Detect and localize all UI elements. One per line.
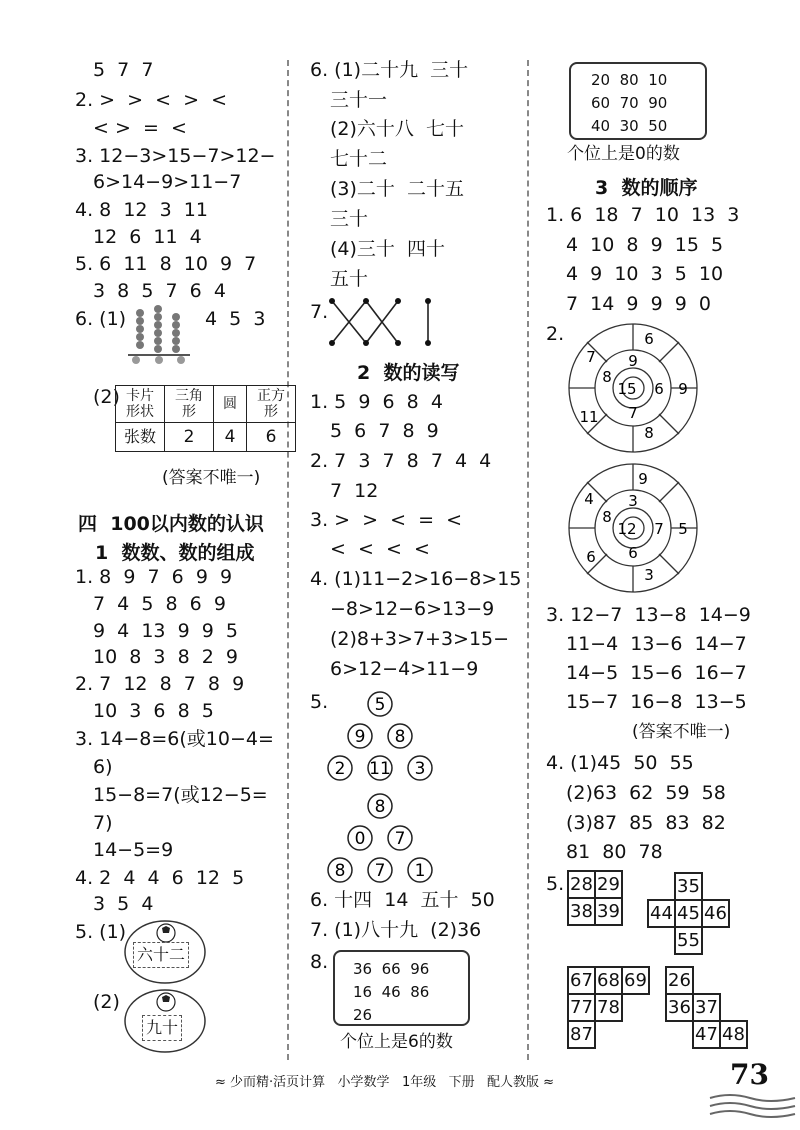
abacus-icon (128, 303, 190, 365)
answer-line: 7) (93, 812, 113, 834)
triangle-number: 1 (414, 861, 426, 881)
grid-cell: 46 (702, 900, 729, 927)
wheel-center: 15 (617, 380, 637, 398)
answer-line: 4. (1)11−2>16−8>15 (310, 568, 522, 590)
table-header: 正方形 (247, 386, 296, 423)
wheel-number: 6 (654, 380, 664, 398)
answer-line: 三十一 (330, 89, 388, 111)
answer-line: 8. (310, 951, 329, 973)
answer-line: (2)63 62 59 58 (566, 782, 726, 804)
table-row-label: 张数 (116, 423, 165, 452)
table-header: 三角形 (165, 386, 214, 423)
answer-line: 6) (93, 756, 113, 778)
answer-line: 4. 8 12 3 11 (75, 199, 208, 221)
number-wheel-2 (565, 460, 701, 596)
answer-line: 15−8=7(或12−5= (93, 784, 268, 806)
wheel-number: 6 (586, 548, 596, 566)
grid-cell: 47 (693, 1021, 720, 1048)
answer-line: 6. 十四 14 五十 50 (310, 889, 495, 911)
table-cell: 6 (247, 423, 296, 452)
answer-line: 4 10 8 9 15 5 (566, 234, 724, 256)
answer-line: 7 4 5 8 6 9 (93, 593, 226, 615)
number-box-6 (333, 950, 470, 1026)
answer-line: 1. 5 9 6 8 4 (310, 391, 443, 413)
triangle-number: 7 (374, 861, 386, 881)
triangle-number: 7 (394, 829, 406, 849)
answer-line: 4. 2 4 4 6 12 5 (75, 867, 245, 889)
answer-line: 5. (546, 873, 565, 895)
answer-line: 3. 12−3>15−7>12− (75, 145, 276, 167)
number-grid-b (647, 872, 730, 955)
wheel-number: 9 (638, 470, 648, 488)
answer-line: 5. 6 11 8 10 9 7 (75, 253, 257, 275)
footer-text: ≈ 少而精·活页计算 小学数学 1年级 下册 配人教版 ≈ (215, 1075, 555, 1090)
triangle-number: 0 (354, 829, 366, 849)
answer-line: 4. (1)45 50 55 (546, 752, 694, 774)
answer-line: −8>12−6>13−9 (330, 598, 495, 620)
wheel-number: 7 (586, 348, 596, 366)
answer-line: 6>14−9>11−7 (93, 171, 242, 193)
box-caption: 个位上是0的数 (567, 144, 680, 164)
table-cell: 2 (165, 423, 214, 452)
grid-cell: 28 (568, 871, 595, 898)
answer-line: 5 6 7 8 9 (330, 420, 439, 442)
answer-line: (3)二十 二十五 (330, 178, 464, 200)
number-grid-a (567, 870, 623, 926)
subsection-title: 3 数的顺序 (595, 177, 698, 199)
answer-line: 14−5=9 (93, 839, 174, 861)
wheel-number: 6 (628, 544, 638, 562)
box-row: 16 46 86 (353, 983, 430, 1001)
answer-line: 7. (310, 301, 329, 323)
wheel-number: 7 (628, 404, 638, 422)
answer-line: 7. (1)八十九 (2)36 (310, 919, 482, 941)
answer-line: < < < < (330, 538, 430, 560)
answer-line: 5. (1) (75, 921, 127, 943)
page-number: 73 (730, 1058, 769, 1091)
answer-line: 81 80 78 (566, 841, 663, 863)
triangle-number: 11 (369, 759, 391, 779)
answer-line: 五十 (330, 268, 369, 290)
triangle-number: 8 (394, 727, 406, 747)
answer-line: 4 5 3 (205, 308, 266, 330)
wheel-number: 9 (678, 380, 688, 398)
box-row: 20 80 10 (591, 71, 668, 89)
wheel-number: 4 (584, 490, 594, 508)
note-text: (答案不唯一) (162, 468, 261, 488)
answer-line: (2) (93, 386, 120, 408)
wheel-number: 9 (628, 352, 638, 370)
number-triangle-1 (320, 686, 440, 786)
note-text: (答案不唯一) (632, 722, 731, 742)
ball-label: 六十二 (133, 942, 189, 968)
grid-cell: 26 (666, 967, 693, 994)
answer-line: 七十二 (330, 148, 388, 170)
answer-line: 2. 7 3 7 8 7 4 4 (310, 450, 492, 472)
grid-cell: 38 (568, 898, 595, 925)
answer-line: 1. 6 18 7 10 13 3 (546, 204, 740, 226)
answer-line: 3 8 5 7 6 4 (93, 280, 226, 302)
grid-cell: 48 (720, 1021, 747, 1048)
answer-line: (2)六十八 七十 (330, 118, 464, 140)
table-header: 卡片形状 (116, 386, 165, 423)
grid-cell: 69 (622, 967, 649, 994)
wheel-number: 3 (644, 566, 654, 584)
answer-line: 3 5 4 (93, 893, 154, 915)
wheel-number: 8 (602, 368, 612, 386)
grid-cell: 78 (595, 994, 622, 1021)
grid-cell: 39 (595, 898, 622, 925)
column-divider-1 (287, 60, 289, 1060)
triangle-number: 9 (354, 727, 366, 747)
wheel-number: 6 (644, 330, 654, 348)
grid-cell: 35 (675, 873, 702, 900)
grid-cell: 87 (568, 1021, 595, 1048)
card-shape-table (115, 385, 296, 452)
triangle-number: 2 (334, 759, 346, 779)
box-caption: 个位上是6的数 (340, 1032, 453, 1052)
triangle-number: 8 (374, 797, 386, 817)
wheel-number: 5 (678, 520, 688, 538)
answer-line: 15−7 16−8 13−5 (566, 691, 747, 713)
answer-line: (2) (93, 991, 120, 1013)
answer-line: 三十 (330, 208, 369, 230)
answer-line: (4)三十 四十 (330, 238, 445, 260)
answer-line: (3)87 85 83 82 (566, 812, 726, 834)
section-title: 四 100以内数的认识 (78, 513, 264, 535)
grid-cell: 44 (648, 900, 675, 927)
answer-line: 6. (1) (75, 308, 127, 330)
answer-line: 4 9 10 3 5 10 (566, 263, 724, 285)
answer-line: 5 7 7 (93, 59, 154, 81)
table-cell: 4 (214, 423, 247, 452)
wheel-center: 12 (617, 520, 637, 538)
answer-line: 2. 7 12 8 7 8 9 (75, 673, 245, 695)
grid-cell: 68 (595, 967, 622, 994)
wheel-number: 11 (579, 408, 599, 426)
answer-line: 2. (546, 323, 565, 345)
box-row: 40 30 50 (591, 117, 668, 135)
number-box-0 (569, 62, 707, 140)
grid-cell: 67 (568, 967, 595, 994)
grid-cell: 37 (693, 994, 720, 1021)
answer-line: 10 3 6 8 5 (93, 700, 214, 722)
grid-cell: 77 (568, 994, 595, 1021)
answer-line: 12 6 11 4 (93, 226, 202, 248)
wheel-number: 7 (654, 520, 664, 538)
wheel-number: 8 (602, 508, 612, 526)
triangle-number: 5 (374, 695, 386, 715)
answer-line: 2. > > < > < (75, 89, 228, 111)
answer-line: 14−5 15−6 16−7 (566, 662, 747, 684)
answer-line: 7 12 (330, 480, 379, 502)
ball-label: 九十 (142, 1015, 182, 1041)
answer-line: 3. 12−7 13−8 14−9 (546, 604, 751, 626)
subsection-title: 1 数数、数的组成 (95, 542, 255, 564)
box-row: 26 (353, 1006, 373, 1024)
number-grid-d (665, 966, 748, 1049)
answer-line: 3. > > < = < (310, 509, 463, 531)
subsection-title: 2 数的读写 (357, 362, 460, 384)
wheel-number: 3 (628, 492, 638, 510)
matching-lines (328, 296, 438, 348)
answer-line: 9 4 13 9 9 5 (93, 620, 239, 642)
answer-line: 6. (1)二十九 三十 (310, 59, 469, 81)
answer-line: 10 8 3 8 2 9 (93, 646, 239, 668)
answer-line: 5. (310, 691, 329, 713)
answer-line: 6>12−4>11−9 (330, 658, 479, 680)
triangle-number: 3 (414, 759, 426, 779)
box-row: 36 66 96 (353, 960, 430, 978)
number-triangle-2 (320, 788, 440, 888)
grid-cell: 29 (595, 871, 622, 898)
grid-cell: 36 (666, 994, 693, 1021)
grid-cell: 55 (675, 927, 702, 954)
table-header: 圆 (214, 386, 247, 423)
answer-line: (2)8+3>7+3>15− (330, 628, 510, 650)
box-row: 60 70 90 (591, 94, 668, 112)
column-divider-2 (527, 60, 529, 1060)
wheel-number: 8 (644, 424, 654, 442)
answer-line: 1. 8 9 7 6 9 9 (75, 566, 233, 588)
answer-line: 11−4 13−6 14−7 (566, 633, 747, 655)
triangle-number: 8 (334, 861, 346, 881)
number-wheel-1 (565, 320, 701, 456)
answer-line: 7 14 9 9 9 0 (566, 293, 712, 315)
number-grid-c (567, 966, 650, 1049)
answer-line: < > = < (93, 117, 187, 139)
grid-cell: 45 (675, 900, 702, 927)
answer-line: 3. 14−8=6(或10−4= (75, 728, 274, 750)
